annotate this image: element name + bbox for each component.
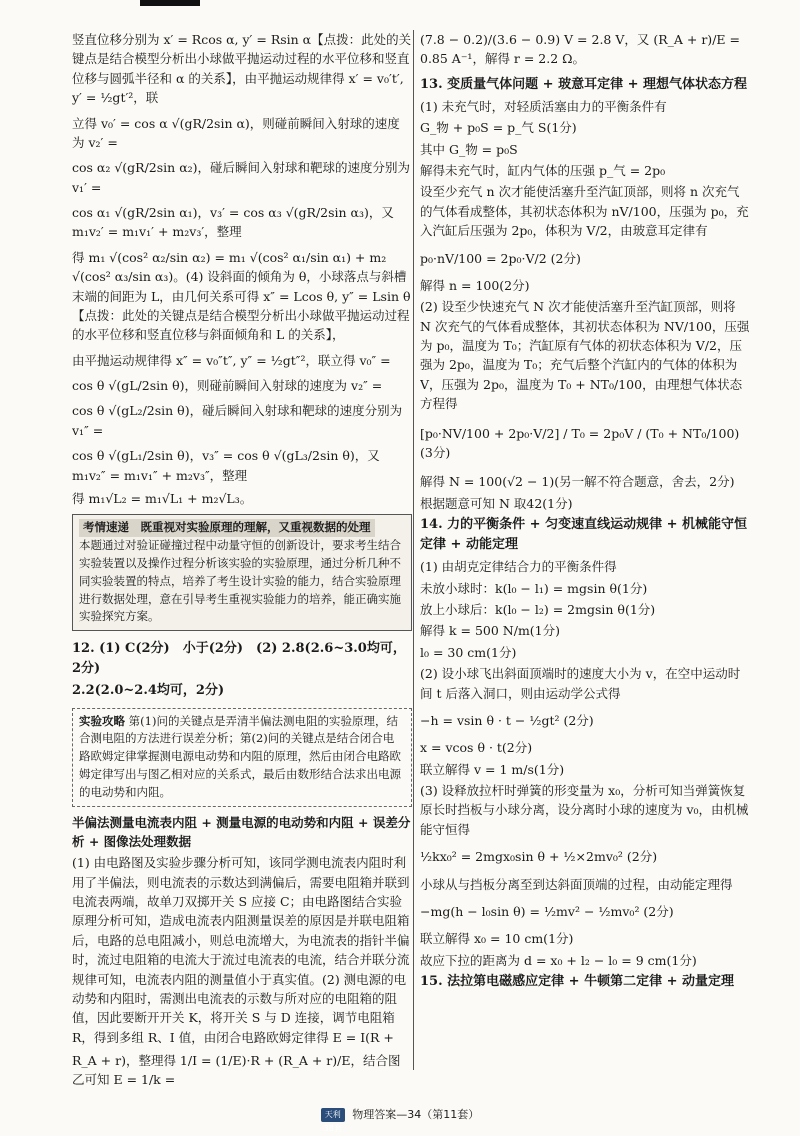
left-column xyxy=(72,30,412,1092)
equation: −mg(h − l₀sin θ) = ½mv² − ½mv₀² (2分) xyxy=(420,903,674,919)
text-line: 放上小球后：k(l₀ − l₂) = 2mgsin θ(1分) xyxy=(420,602,656,618)
page-footer xyxy=(0,1106,800,1133)
text-line: 解得 k = 500 N/m(1分) xyxy=(420,623,561,639)
equation: p₀·nV/100 = 2p₀·V/2 (2分) xyxy=(420,250,581,266)
text-line: 根据题意可知 N 取42(1分) xyxy=(420,495,573,511)
q12-solution-end: R_A + r)，整理得 1/I = (1/E)·R + (R_A + r)/E，结合图乙可知 E = 1/k = xyxy=(72,1053,401,1088)
right-column xyxy=(420,30,750,994)
q13-title: 13. 变质量气体问题 + 玻意耳定律 + 理想气体状态方程 xyxy=(420,76,748,92)
q12-solution: (1) 由电路图及实验步骤分析可知，该同学测电流表内阻时利用了半偏法，则电流表的示数达到满偏后，需要电阻箱并联到电流表两端，故单刀双掷开关 S 应接 C；由电路图结合实验原理分析可知，造成电流表内阻测量误差的原因是并联电阻箱后，电路的总电阻减小，则总电流增大，为电流表的指针半偏时，流过电阻箱的电流大于流过电流表的电流，结合并联分流规律可知，电流表内阻的测量值小于真实值。(2) 测电源的电动势和内阻时，需测出电流表的示数与所对应的电阻箱的阻值，因此要断开开关 K，将开关 S 与 D 连接，调节电阻箱 R，得到多组 R、I 值，由闭合电路欧姆定律得 E = I(R + xyxy=(72,855,410,1045)
text-line: cos θ √(gL₂/2sin θ)，碰后瞬间入射球和靶球的速度分别为 v₁″ = xyxy=(72,403,403,438)
text-line: (3) 设释放拉杆时弹簧的形变量为 x₀，分析可知当弹簧恢复原长时挡板与小球分离，设分离时小球的速度为 v₀，由机械能守恒得 xyxy=(420,783,749,837)
text-line: x = vcos θ · t(2分) xyxy=(420,740,533,756)
text-line: 小球从与挡板分离至到达斜面顶端的过程，由动能定理得 xyxy=(420,876,733,892)
text-line: (7.8 − 0.2)/(3.6 − 0.9) V = 2.8 V，又 (R_A + r)/E = 0.85 A⁻¹，解得 r = 2.2 Ω。 xyxy=(420,32,740,67)
equation: [p₀·NV/100 + 2p₀·V/2] / T₀ = 2p₀V / (T₀ + NT₀/100) (3分) xyxy=(420,425,740,460)
scan-mark xyxy=(140,0,200,6)
experiment-tip-body: 第(1)问的关键点是弄清半偏法测电阻的实验原理，结合测电阻的方法进行误差分析；第(2)问的关键点是结合闭合电路欧姆定律掌握测电源电动势和内阻的原理，然后由闭合电路欧姆定律写出与图乙相对应的关系式，最后由数形结合法求出电源的电动势和内阻。 xyxy=(79,713,401,799)
column-divider xyxy=(413,30,414,1070)
text-line: 其中 G_物 = p₀S xyxy=(420,141,518,157)
text-line: l₀ = 30 cm(1分) xyxy=(420,644,517,660)
q12-topic: 半偏法测量电流表内阻 + 测量电源的电动势和内阻 + 误差分析 + 图像法处理数据 xyxy=(72,814,411,849)
experiment-tip-title: 实验攻略 xyxy=(79,713,125,728)
text-line: (2) 设至少快速充气 N 次才能使活塞升至汽缸顶部，则将 N 次充气的气体看成整体，其初状态体积为 NV/100，压强为 p₀，温度为 T₀；汽缸原有气体的初状态体积为 V/2，压强为 2p₀，温度为 T₀；充气后整个汽缸内的气体的体积为 V，压强为 2p₀，温度为 T₀ + NT₀/100，由理想气体状态方程得 xyxy=(420,299,750,412)
text-line: 得 m₁√L₂ = m₁√L₁ + m₂√L₃。 xyxy=(72,490,253,506)
q12-answer-cont: 2.2(2.0~2.4均可，2分) xyxy=(72,683,225,699)
exam-note-box xyxy=(72,514,412,631)
text-line: 联立解得 v = 1 m/s(1分) xyxy=(420,761,565,777)
text-line: 由平抛运动规律得 x″ = v₀″t″, y″ = ½gt″²，联立得 v₀″ = xyxy=(72,352,391,368)
text-line: cos θ √(gL₁/2sin θ)，v₃″ = cos θ √(gL₃/2sin θ)，又 m₁v₂″ = m₁v₁″ + m₂v₃″，整理 xyxy=(72,448,380,483)
q15-title: 15. 法拉第电磁感应定律 + 牛顿第二定律 + 动量定理 xyxy=(420,974,735,990)
text-line: cos θ √(gL/2sin θ)，则碰前瞬间入射球的速度为 v₂″ = xyxy=(72,378,383,393)
text-line: 故应下拉的距离为 d = x₀ + l₂ − l₀ = 9 cm(1分) xyxy=(420,952,697,968)
text-line: cos α₂ √(gR/2sin α₂)，碰后瞬间入射球和靶球的速度分别为 v₁′ = xyxy=(72,160,411,195)
text-line: 立得 v₀′ = cos α √(gR/2sin α)，则碰前瞬间入射球的速度为 v₂′ = xyxy=(72,115,400,150)
text-line: 联立解得 x₀ = 10 cm(1分) xyxy=(420,931,574,947)
text-line: 竖直位移分别为 x′ = Rcos α, y′ = Rsin α【点拨：此处的关键点是结合模型分析出小球做平抛运动过程的水平位移和竖直位移与圆弧半径和 α 的关系】，由平抛运动规律得 x′ = v₀′t′, y′ = ½gt′²，联 xyxy=(72,32,412,106)
equation: −h = vsin θ · t − ½gt² (2分) xyxy=(420,712,594,728)
q14-title: 14. 力的平衡条件 + 匀变速直线运动规律 + 机械能守恒定律 + 动能定理 xyxy=(420,517,748,553)
publisher-logo: 天利38套 xyxy=(321,1108,345,1122)
experiment-tip-box xyxy=(72,708,412,807)
exam-note-title: 考情速递 既重视对实验原理的理解，又重视数据的处理 xyxy=(79,519,375,537)
text-line: cos α₁ √(gR/2sin α₁)，v₃′ = cos α₃ √(gR/2sin α₃)，又 m₁v₂′ = m₁v₁′ + m₂v₃′，整理 xyxy=(72,205,394,240)
text-line: 解得 N = 100(√2 − 1)(另一解不符合题意，舍去，2分) xyxy=(420,474,735,490)
text-line: (1) 未充气时，对轻质活塞由力的平衡条件有 xyxy=(420,98,667,114)
text-line: G_物 + p₀S = p_气 S(1分) xyxy=(420,120,577,136)
text-line: 未放小球时：k(l₀ − l₁) = mgsin θ(1分) xyxy=(420,580,648,596)
text-line: 解得 n = 100(2分) xyxy=(420,277,530,293)
text-line: (2) 设小球飞出斜面顶端时的速度大小为 v，在空中运动时间 t 后落入洞口，则由运动学公式得 xyxy=(420,666,741,701)
text-line: (1) 由胡克定律结合力的平衡条件得 xyxy=(420,559,617,575)
page-number: 物理答案—34（第11套） xyxy=(352,1108,480,1121)
equation: ½kx₀² = 2mgx₀sin θ + ½×2mv₀² (2分) xyxy=(420,849,658,865)
text-line: 设至少充气 n 次才能使活塞升至汽缸顶部，则将 n 次充气的气体看成整体，其初状态体积为 nV/100，压强为 p₀，充入汽缸后压强为 2p₀，体积为 V/2，由玻意耳定律有 xyxy=(420,184,749,239)
text-line: 解得未充气时，缸内气体的压强 p_气 = 2p₀ xyxy=(420,163,666,179)
exam-note-body: 本题通过对验证碰撞过程中动量守恒的创新设计，要求考生结合实验装置以及操作过程分析该实验的实验原理，通过分析几种不同实验装置的特点，培养了考生设计实验的能力，结合实验原理进行数据处理，意在引导考生重视实验能力的培养，能正确实施实验探究方案。 xyxy=(79,538,401,624)
q12-answer: 12. (1) C(2分) 小于(2分) (2) 2.8(2.6~3.0均可，2分) xyxy=(72,641,406,677)
text-line: 得 m₁ √(cos² α₂/sin α₂) = m₁ √(cos² α₁/sin α₁) + m₂ √(cos² α₃/sin α₃)。(4) 设斜面的倾角为 θ，小球落点与斜槽末端的间距为 L，由几何关系可得 x″ = Lcos θ, y″ = Lsin θ【点拨：此处的关键点是结合模型分析出小球做平抛运动过程的水平位移和竖直位移与斜面倾角和 L 的关系】， xyxy=(72,249,411,343)
